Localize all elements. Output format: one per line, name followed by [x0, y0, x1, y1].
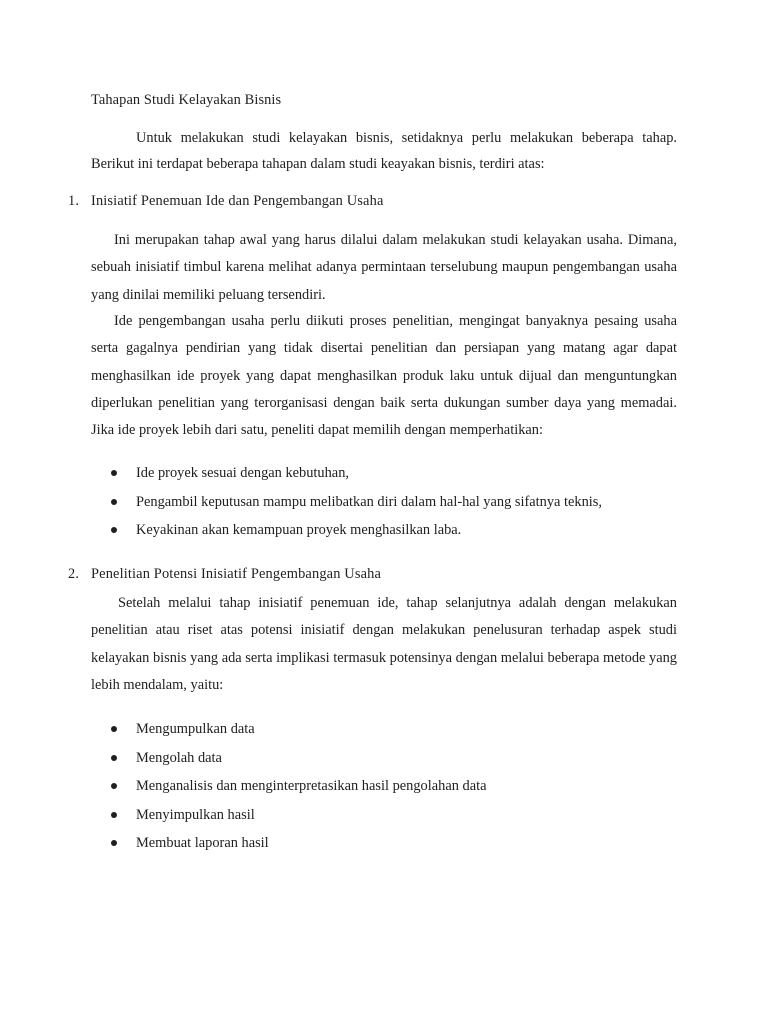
section-2-bullet-list [111, 715, 486, 858]
bullet-icon [111, 755, 117, 761]
list-item [111, 459, 602, 488]
section-1-paragraph-2: Ide pengembangan usaha perlu diikuti proses penelitian, mengingat banyaknya pesaing usaha serta gagalnya pendirian yang tidak disertai penelitian dan persiapan yang matang agar dapat menghasilkan ide proyek yang dapat menghasilkan produk laku untuk dijual dan menguntungkan diperlukan penelitian yang terorganisasi dengan baik serta dukungan sumber daya yang memadai. Jika ide proyek lebih dari satu, peneliti dapat memilih dengan memperhatikan: [91, 313, 677, 439]
bullet-icon [111, 783, 117, 789]
list-item-text: Menyimpulkan hasil [136, 806, 255, 823]
list-item [111, 829, 486, 858]
section-1-paragraph-1: Ini merupakan tahap awal yang harus dilalui dalam melakukan studi kelayakan usaha. Dimana, sebuah inisiatif timbul karena melihat adanya permintaan terselubung maupun pengembangan usaha yang dinilai memiliki peluang tersendiri. [91, 232, 677, 303]
list-item [111, 801, 486, 830]
list-item-text: Mengumpulkan data [136, 721, 255, 737]
bullet-icon [111, 499, 117, 505]
list-item-text: Mengolah data [136, 749, 222, 766]
section-2-paragraph-1: Setelah melalui tahap inisiatif penemuan ide, tahap selanjutnya adalah dengan melakukan penelitian atau riset atas potensi inisiatif dengan melakukan penelusuran terhadap aspek studi kelayakan bisnis yang ada serta implikasi termasuk potensinya dengan melalui beberapa metode yang lebih mendalam, yaitu: [91, 595, 677, 693]
section-1-title: Inisiatif Penemuan Ide dan Pengembangan Usaha [91, 193, 384, 209]
bullet-icon [111, 470, 117, 476]
section-2-number: 2. [68, 566, 80, 582]
section-1-bullet-list [111, 459, 602, 545]
document-title: Tahapan Studi Kelayakan Bisnis [91, 92, 282, 108]
bullet-icon [111, 840, 117, 846]
list-item [111, 488, 602, 517]
section-1-heading [68, 193, 383, 210]
section-2-title: Penelitian Potensi Inisiatif Pengembangan Usaha [91, 566, 382, 582]
bullet-icon [111, 812, 117, 818]
list-item [111, 715, 486, 744]
section-1-number: 1. [68, 193, 80, 209]
list-item-text: Pengambil keputusan mampu melibatkan diri dalam hal-hal yang sifatnya teknis, [136, 493, 602, 510]
list-item-text: Menganalisis dan menginterpretasikan hasil pengolahan data [136, 778, 487, 794]
list-item-text: Ide proyek sesuai dengan kebutuhan, [136, 465, 349, 481]
list-item-text: Keyakinan akan kemampuan proyek menghasilkan laba. [136, 522, 462, 538]
list-item-text: Membuat laporan hasil [136, 835, 269, 851]
list-item [111, 516, 602, 545]
bullet-icon [111, 726, 117, 732]
bullet-icon [111, 527, 117, 533]
intro-paragraph: Untuk melakukan studi kelayakan bisnis, setidaknya perlu melakukan beberapa tahap. Berikut ini terdapat beberapa tahapan dalam studi keayakan bisnis, terdiri atas: [91, 130, 677, 172]
list-item [111, 772, 486, 801]
list-item [111, 744, 486, 773]
section-2-heading [68, 566, 381, 583]
